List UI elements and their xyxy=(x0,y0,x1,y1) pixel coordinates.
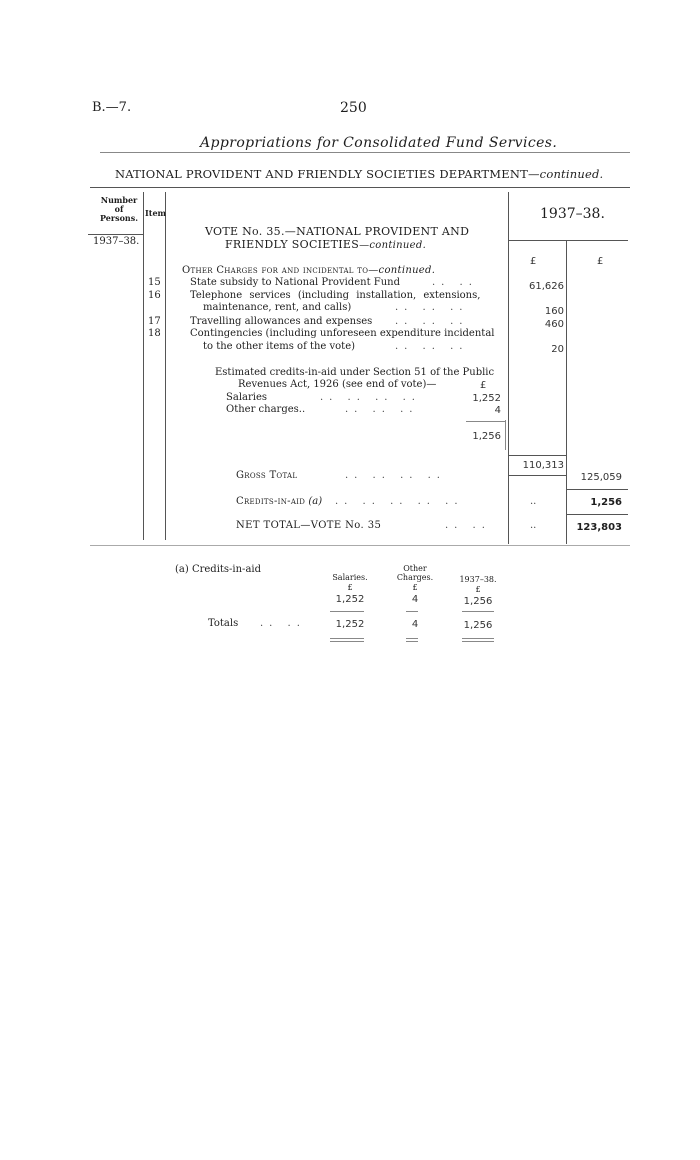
footnote-double-rule-year xyxy=(462,638,494,639)
section-heading-continued: —continued. xyxy=(368,265,436,276)
number-of-persons-header: Number of Persons. xyxy=(99,195,139,223)
credits-amount-blank: .. xyxy=(530,496,537,507)
item-number: 18 xyxy=(148,328,161,339)
page-number: 250 xyxy=(340,100,367,116)
gross-total-value: 125,059 xyxy=(580,472,622,483)
leader-dots: .. .. xyxy=(445,520,491,531)
vote-title-continued: —continued. xyxy=(359,240,427,251)
leader-dots: .. .. .. xyxy=(395,302,469,313)
footnote-year-value: 1,256 xyxy=(463,596,493,607)
persons-year-header: 1937–38. xyxy=(93,236,140,247)
department-heading xyxy=(115,167,603,181)
credits-salaries-label: Salaries xyxy=(226,392,268,403)
table-top-rule xyxy=(90,187,630,188)
item-amount: 61,626 xyxy=(529,281,564,292)
credits-sum-rule xyxy=(466,421,506,422)
leader-dots: .. .. xyxy=(432,277,478,288)
gross-total-label: Gross Total xyxy=(236,470,298,481)
credits-other-label: Other charges.. xyxy=(226,404,306,415)
item-description-continued: maintenance, rent, and calls) xyxy=(203,302,352,313)
footnote-totals-year: 1,256 xyxy=(463,620,493,631)
leader-dots: .. .. .. xyxy=(395,341,469,352)
item-amount: 20 xyxy=(551,344,564,355)
footnote-pound-year: £ xyxy=(475,585,481,594)
item-number: 17 xyxy=(148,316,161,327)
leader-dots: .. .. .. .. .. xyxy=(335,496,464,507)
department-continued: —continued. xyxy=(527,167,604,181)
pound-sign-amounts: £ xyxy=(530,256,537,267)
item-column-divider xyxy=(165,192,166,540)
leader-dots: .. .. xyxy=(260,618,306,629)
credits-pound-sign: £ xyxy=(480,380,487,391)
gross-subtotal-rule xyxy=(508,455,566,456)
title-rule xyxy=(100,152,630,153)
footnote-sum-rule-year xyxy=(462,611,494,612)
footnote-salaries-value: 1,252 xyxy=(335,594,365,605)
department-name: NATIONAL PROVIDENT AND FRIENDLY SOCIETIES DEPARTMENT xyxy=(115,167,528,181)
net-total-value: 123,803 xyxy=(576,522,622,533)
credits-note-line1: Estimated credits-in-aid under Section 51 of the Public xyxy=(215,367,495,378)
footnote-col-salaries: Salaries. xyxy=(332,573,368,582)
item-description: Telephone services (including installation, extensions, xyxy=(190,290,481,301)
item-amount: 460 xyxy=(544,319,564,330)
vote-title-line2 xyxy=(225,238,426,251)
footnote-col-other-line2: Charges. xyxy=(396,573,434,582)
persons-header-rule xyxy=(88,234,144,235)
pound-sign-totals: £ xyxy=(597,256,604,267)
footnote-double-rule-year-2 xyxy=(462,641,494,642)
footnote-label: (a) Credits-in-aid xyxy=(175,564,262,575)
item-number: 16 xyxy=(148,290,161,301)
gross-subtotal-value: 110,313 xyxy=(522,460,564,471)
table-bottom-rule xyxy=(90,545,630,546)
vote-title-line1: VOTE No. 35.—NATIONAL PROVIDENT AND xyxy=(205,225,470,238)
footnote-pound-other: £ xyxy=(412,583,418,592)
credits-in-aid-row-label xyxy=(236,496,322,507)
leader-dots: .. .. .. .. xyxy=(320,392,421,403)
section-heading xyxy=(182,265,435,276)
footnote-other-value: 4 xyxy=(411,594,419,605)
leader-dots: .. .. .. xyxy=(345,404,419,415)
gross-total-rule xyxy=(566,489,628,490)
credits-salaries-value: 1,252 xyxy=(472,393,501,404)
credits-in-aid-label: Credits-in-aid xyxy=(236,496,306,507)
item-amount: 160 xyxy=(544,306,564,317)
item-number: 15 xyxy=(148,277,161,288)
footnote-col-other-line1: Other xyxy=(403,564,427,573)
footnote-pound-salaries: £ xyxy=(347,583,353,592)
item-description: Contingencies (including unforeseen expenditure incidental xyxy=(190,328,495,339)
footnote-double-rule-salaries xyxy=(330,638,364,639)
footnote-double-rule-other xyxy=(406,638,418,639)
leader-dots: .. .. .. xyxy=(395,316,469,327)
footnote-double-rule-other-2 xyxy=(406,641,418,642)
credits-note-line2: Revenues Act, 1926 (see end of vote)— xyxy=(238,379,437,390)
item-description-continued: to the other items of the vote) xyxy=(203,341,356,352)
footnote-totals-label: Totals xyxy=(208,618,239,629)
footnote-totals-other: 4 xyxy=(411,619,419,630)
credits-total-value: 1,256 xyxy=(472,431,501,442)
document-reference: B.—7. xyxy=(92,100,132,115)
page-title: Appropriations for Consolidated Fund Services. xyxy=(200,135,558,151)
vote-title-text: FRIENDLY SOCIETIES xyxy=(225,238,360,251)
year-header-rule xyxy=(508,240,628,241)
credits-bracket-line xyxy=(505,420,506,450)
gross-subtotal-underline xyxy=(508,475,566,476)
footnote-totals-salaries: 1,252 xyxy=(335,619,365,630)
item-description: Travelling allowances and expenses xyxy=(190,316,373,327)
footnote-sum-rule-other xyxy=(406,611,418,612)
credits-other-value: 4 xyxy=(494,405,501,416)
footnote-sum-rule-salaries xyxy=(330,611,364,612)
estimate-year-header: 1937–38. xyxy=(540,206,605,222)
persons-column-divider xyxy=(143,192,144,540)
net-total-label: NET TOTAL—VOTE No. 35 xyxy=(236,520,382,531)
credits-in-aid-footnote-ref: (a) xyxy=(308,496,323,507)
amount-column-divider xyxy=(508,192,509,544)
item-header: Item xyxy=(145,208,166,218)
net-amount-blank: .. xyxy=(530,520,537,531)
total-column-divider xyxy=(566,240,567,544)
credits-total-rule xyxy=(566,514,628,515)
leader-dots: .. .. .. .. xyxy=(345,470,446,481)
item-description: State subsidy to National Provident Fund xyxy=(190,277,400,288)
footnote-double-rule-salaries-2 xyxy=(330,641,364,642)
footnote-col-year: 1937–38. xyxy=(459,575,497,584)
credits-in-aid-value: 1,256 xyxy=(590,497,622,508)
section-heading-text: Other Charges for and incidental to xyxy=(182,265,369,276)
